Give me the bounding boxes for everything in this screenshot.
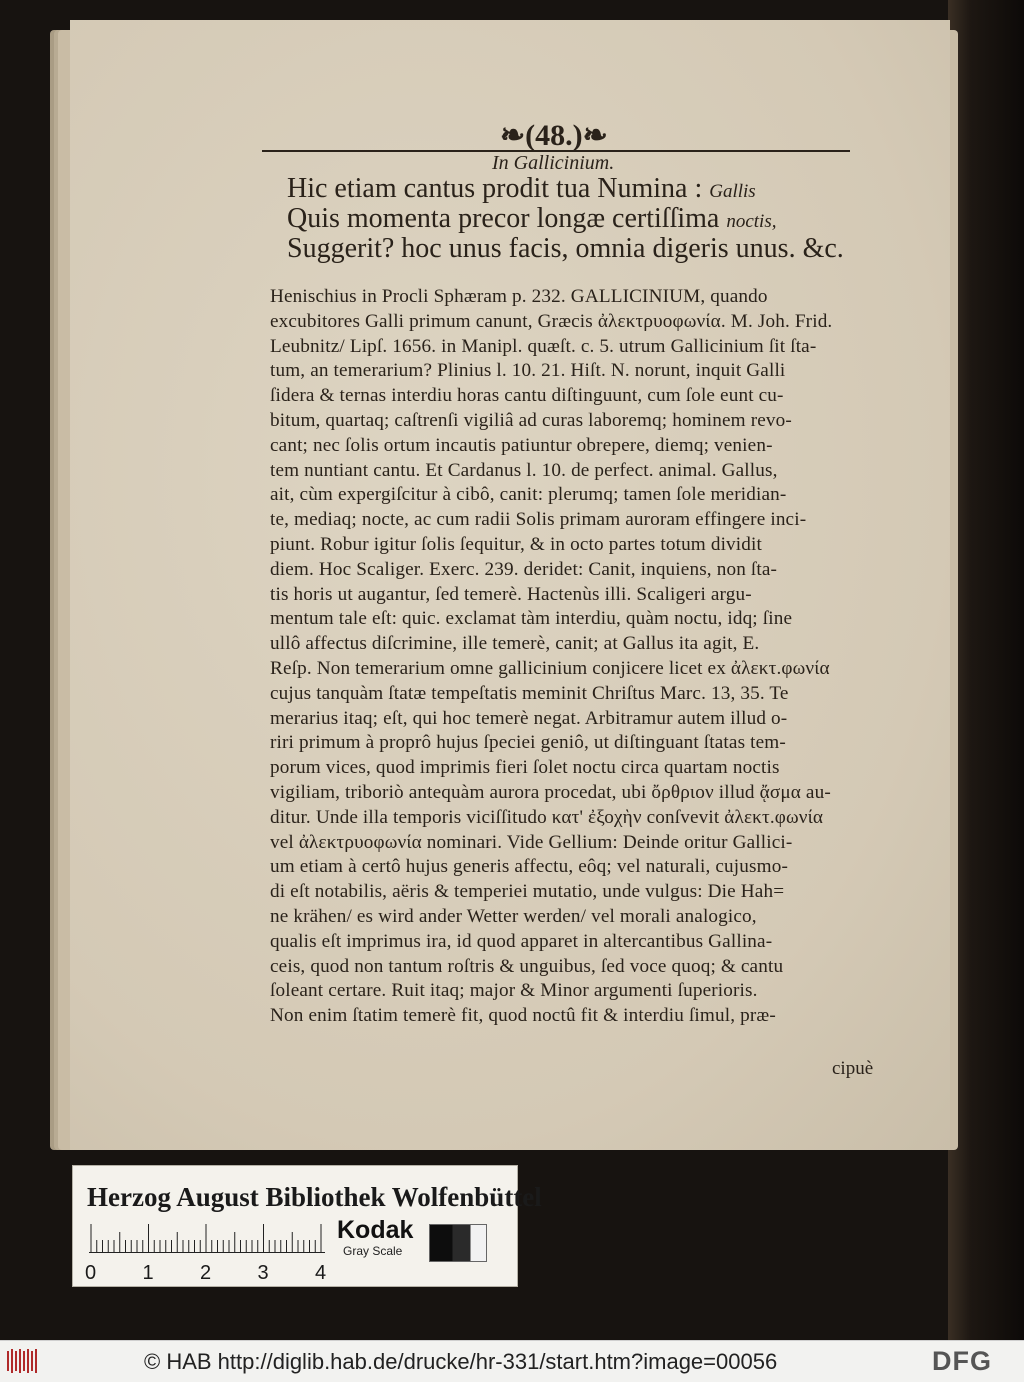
ruler-number: 0	[85, 1262, 97, 1284]
catchword: cipuè	[832, 1058, 874, 1079]
barcode-icon	[6, 1347, 40, 1375]
verse-margin-word: Gallis	[709, 181, 756, 202]
ruler-number: 1	[142, 1262, 154, 1284]
verse-text: Hic etiam cantus prodit tua Numina :	[287, 173, 703, 204]
body-line: mentum tale eſt: quic. exclamat tàm interdiu, quàm noctu, idq; ſine	[270, 608, 793, 630]
body-line: tem nuntiant cantu. Et Cardanus l. 10. de perfect. animal. Gallus,	[270, 459, 778, 481]
gray-scale-label: Gray Scale	[343, 1244, 403, 1258]
body-line: bitum, quartaq; caſtrenſi vigiliâ ad curas laboremq; hominem revo-	[270, 410, 792, 431]
body-line: um etiam à certô hujus generis affectu, eôq; vel naturali, cujusmo-	[270, 856, 788, 878]
verse-text: Quis momenta precor longæ certiſſima	[287, 203, 720, 234]
body-line: tis horis ut augantur, ſed temerè. Hactenùs illi. Scaligeri argu-	[270, 583, 752, 605]
body-line: riri primum à proprô hujus ſpeciei geniô, ut diſtinguant ſtatas tem-	[270, 732, 786, 754]
body-line: porum vices, quod imprimis fieri ſolet noctu circa quartam noctis	[270, 757, 780, 779]
body-line: ſidera & ternas interdiu horas cantu diſtinguunt, cum ſole eunt cu-	[270, 385, 784, 407]
body-line: excubitores Galli primum canunt, Græcis ἀλεκτρυοφωνία. M. Joh. Frid.	[270, 310, 833, 332]
body-line: ditur. Unde illa temporis viciſſitudo κατ' ἐξοχὴν conſvevit ἀλεκτ.φωνία	[270, 806, 824, 828]
book-binding	[948, 0, 1024, 1340]
kodak-logo: Kodak	[337, 1216, 414, 1244]
dfg-logo: DFG	[932, 1346, 992, 1376]
body-line: tum, an temerarium? Plinius l. 10. 21. Hiſt. N. norunt, inquit Galli	[270, 360, 786, 382]
library-label	[72, 1165, 542, 1287]
body-line: cujus tanquàm ſtatæ tempeſtatis meminit Chriſtus Marc. 13, 35. Te	[270, 682, 789, 704]
body-line: ſoleant certare. Ruit itaq; major & Minor argumenti ſuperioris.	[270, 980, 758, 1002]
body-line: Henischius in Procli Sphæram p. 232. GALLICINIUM, quando	[270, 286, 768, 307]
body-line: ullô affectus diſcrimine, ille temerè, canit; at Gallus ita agit, E.	[270, 633, 760, 655]
body-line: ne krähen/ es wird ander Wetter werden/ vel morali analogico,	[270, 906, 757, 927]
copyright-url[interactable]: © HAB http://diglib.hab.de/drucke/hr-331/start.htm?image=00056	[144, 1349, 778, 1374]
body-line: qualis eſt imprimus ira, id quod apparet in altercantibus Gallina-	[270, 930, 773, 952]
scale-ruler	[89, 1224, 325, 1253]
body-line: cant; nec ſolis ortum incautis patiuntur obrepere, diemq; venien-	[270, 434, 773, 456]
body-line: merarius itaq; eſt, qui hoc temerè negat. Arbitramur autem illud o-	[270, 707, 788, 729]
ruler-number: 4	[315, 1262, 327, 1284]
body-line: ceis, quod non tantum roſtris & unguibus, ſed voce quoq; & cantu	[270, 955, 784, 977]
verse-line	[287, 234, 844, 264]
body-line: piunt. Robur igitur ſolis ſequitur, & in octo partes totum dividit	[270, 534, 762, 555]
body-line: Leubnitz/ Lipſ. 1656. in Manipl. quæſt. c. 5. utrum Gallicinium ſit ſta-	[270, 335, 817, 357]
gray-scale-swatch	[429, 1224, 487, 1262]
footer-bar	[0, 1340, 1024, 1382]
verse-margin-word: noctis,	[726, 211, 777, 232]
body-line: diem. Hoc Scaliger. Exerc. 239. deridet: Canit, inquiens, non ſta-	[270, 558, 778, 580]
body-line: Non enim ſtatim temerè fit, quod noctû fit & interdiu ſimul, præ-	[270, 1005, 776, 1027]
library-name: Herzog August Bibliothek Wolfenbüttel	[87, 1182, 542, 1212]
body-line: di eſt notabilis, aëris & temperiei mutatio, unde vulgus: Die Hah=	[270, 881, 785, 903]
ruler-number: 3	[257, 1262, 269, 1284]
body-line: ait, cùm expergiſcitur à cibô, canit: plerumq; tamen ſole meridian-	[270, 484, 787, 506]
page-number: ❧(48.)❧	[500, 119, 608, 152]
verse-text: Suggerit? hoc unus facis, omnia digeris unus. &c.	[287, 233, 844, 264]
ruler-number: 2	[200, 1262, 212, 1284]
body-line: Reſp. Non temerarium omne gallicinium conjicere licet ex ἀλεκτ.φωνία	[270, 658, 830, 679]
body-line: vigiliam, triboriò antequàm aurora procedat, ubi ὄρθριον illud ᾄσμα au-	[270, 782, 831, 803]
body-line: te, mediaq; nocte, ac cum radii Solis primam auroram effingere inci-	[270, 509, 807, 531]
body-line: vel ἀλεκτρυοφωνία nominari. Vide Gellium: Deinde oritur Gallici-	[270, 831, 793, 853]
section-subtitle: In Gallicinium.	[492, 152, 615, 174]
